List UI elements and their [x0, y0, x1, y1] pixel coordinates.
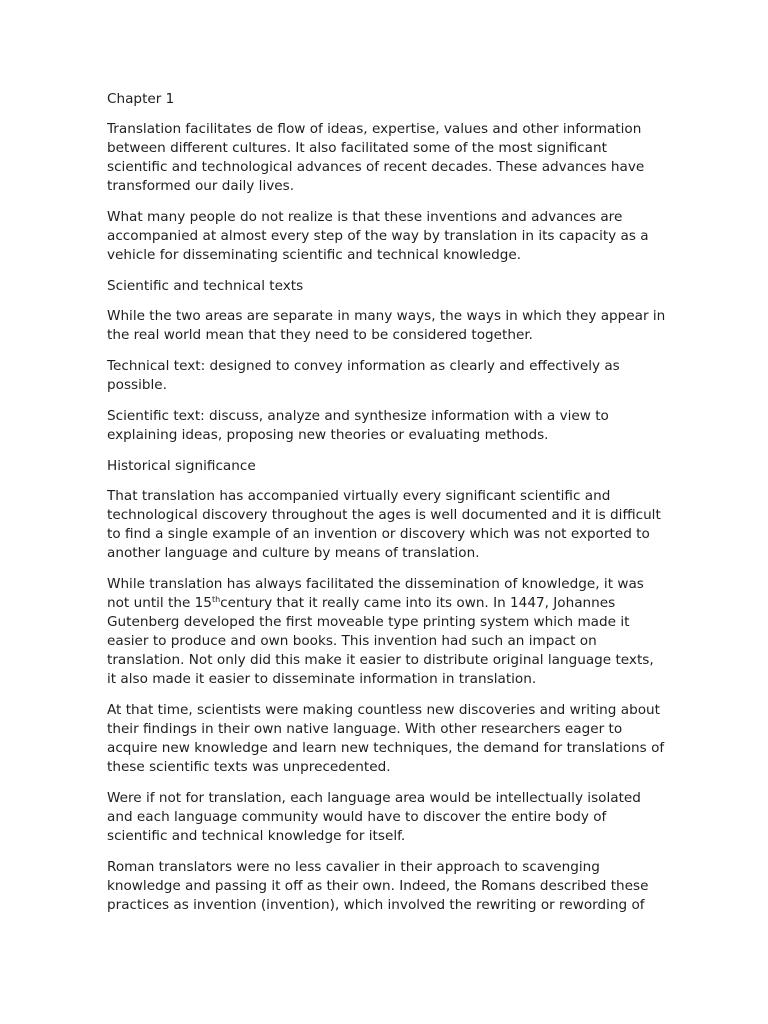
paragraph-inventions: What many people do not realize is that these inventions and advances are accompanied at almost every step of the way by translation in its capacity as a vehicle for disseminating scientific and technical knowledge. [107, 209, 649, 263]
gutenberg-text-end: century that it really came into its own. In 1447, Johannes Gutenberg developed the first moveable type printing system which made it easier to produce and own books. This invention had such an impact on translation. Not only did this make it easier to distribute original language texts, it also made it easier to disseminate information in translation. [107, 595, 654, 687]
paragraph-technical-text: Technical text: designed to convey information as clearly and effectively as possible. [107, 358, 620, 393]
paragraph-gutenberg [107, 575, 667, 689]
section-heading-historical: Historical significance [107, 458, 256, 474]
section-heading-scientific-technical: Scientific and technical texts [107, 278, 304, 294]
gutenberg-text-start: While translation has always facilitated the dissemination of knowledge, it was not until the 15 [107, 576, 644, 611]
document-page [107, 90, 667, 927]
ordinal-superscript: th [211, 595, 221, 604]
paragraph-isolation: Were if not for translation, each language area would be intellectually isolated and each language community would have to discover the entire body of scientific and technical knowledge for itself. [107, 790, 641, 844]
paragraph-scientific-text: Scientific text: discuss, analyze and synthesize information with a view to explaining ideas, proposing new theories or evaluating methods. [107, 408, 609, 443]
paragraph-scientists-discoveries: At that time, scientists were making countless new discoveries and writing about their findings in their own native language. With other researchers eager to acquire new knowledge and learn new techniques, the demand for translations of these scientific texts was unprecedented. [107, 702, 665, 775]
paragraph-roman-translators: Roman translators were no less cavalier in their approach to scavenging knowledge and passing it off as their own. Indeed, the Romans described these practices as invention (invention), which involved the rewriting or rewording of [107, 859, 649, 913]
chapter-title: Chapter 1 [107, 91, 175, 107]
paragraph-two-areas: While the two areas are separate in many ways, the ways in which they appear in the real world mean that they need to be considered together. [107, 308, 666, 343]
paragraph-historical-documented: That translation has accompanied virtually every significant scientific and technological discovery throughout the ages is well documented and it is difficult to find a single example of an invention or discovery which was not exported to another language and culture by means of translation. [107, 488, 661, 561]
paragraph-translation-intro: Translation facilitates de flow of ideas, expertise, values and other information between different cultures. It also facilitated some of the most significant scientific and technological advances of recent decades. These advances have transformed our daily lives. [107, 121, 645, 194]
